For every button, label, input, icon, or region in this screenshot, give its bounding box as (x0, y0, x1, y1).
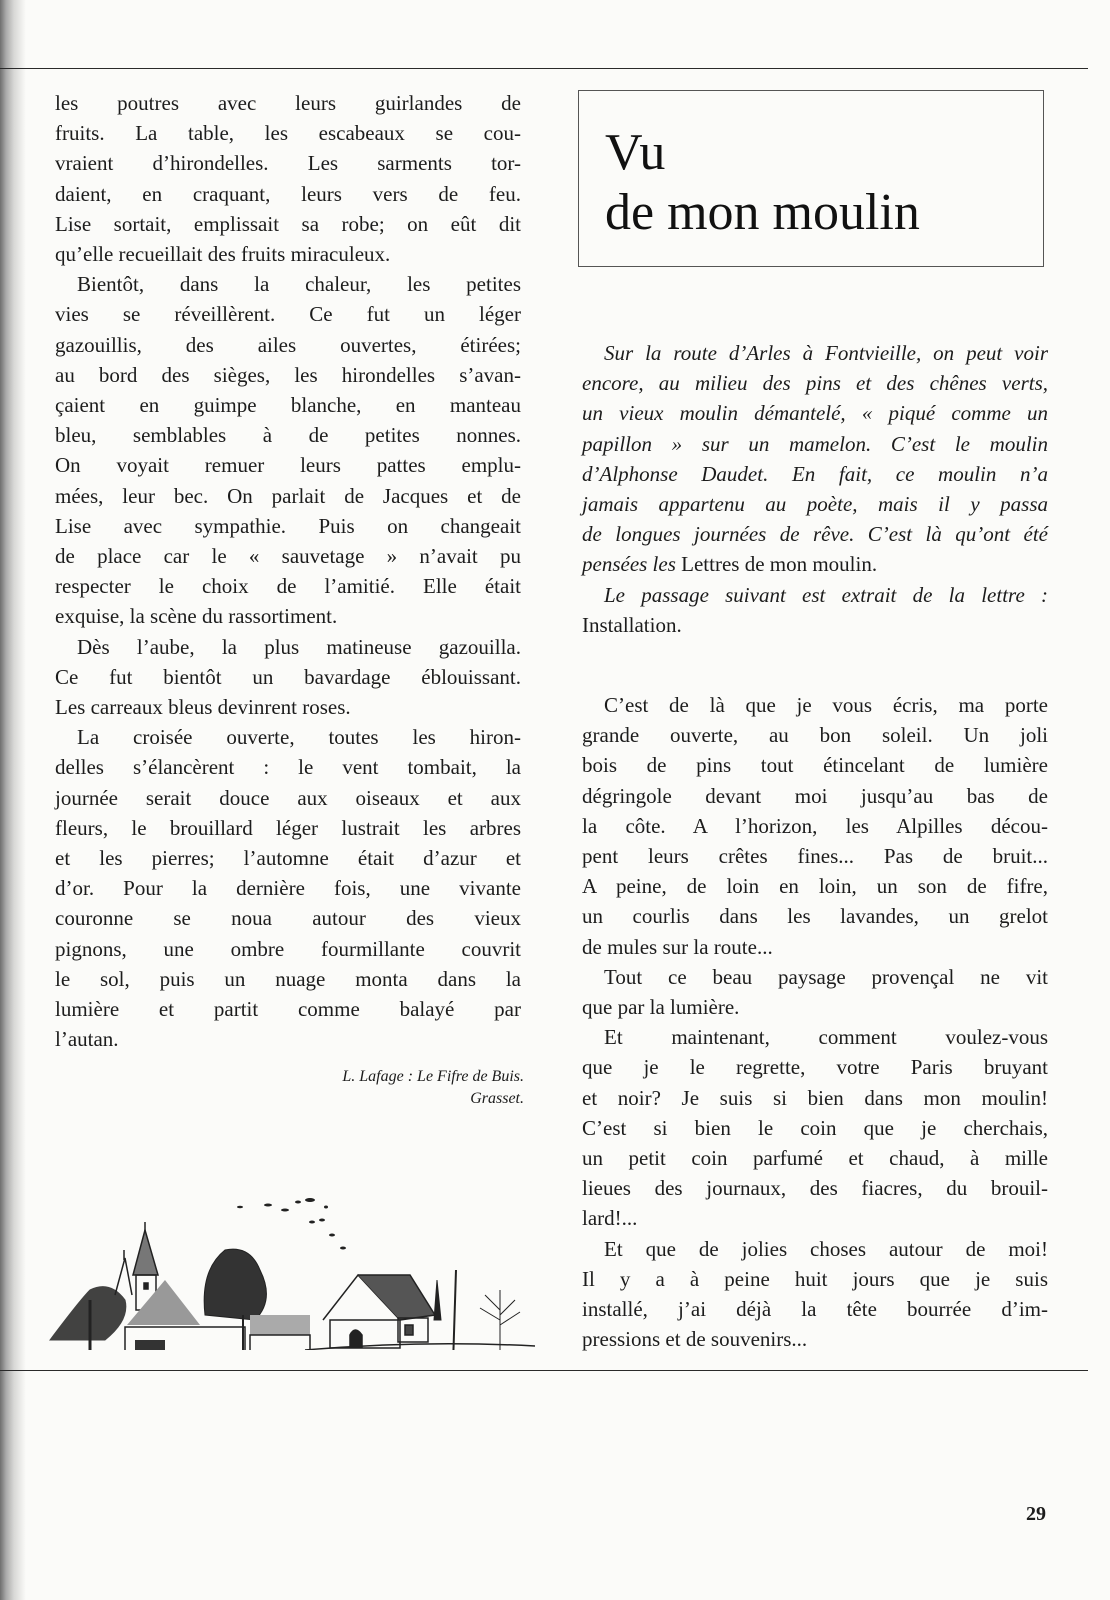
text-line: gazouillis, des ailes ouvertes, étirées; (55, 332, 521, 357)
text-line (582, 459, 1048, 489)
text-line: pent leurs crêtes fines... Pas de bruit... (582, 844, 1048, 868)
title-line-2: de mon moulin (605, 184, 920, 241)
text-line (582, 338, 1048, 368)
text-line: Dès l’aube, la plus matineuse gazouilla. (77, 634, 521, 659)
attribution-publisher: Grasset. (470, 1090, 524, 1107)
title-box (578, 90, 1044, 267)
text-segment: pensées les (582, 552, 682, 577)
text-line: mées, leur bec. On parlait de Jacques et de (55, 483, 521, 508)
roof (127, 1280, 200, 1325)
text-line: delles s’élancèrent : le vent tombait, la (55, 755, 521, 780)
house-mid (250, 1335, 310, 1350)
text-line: C’est de là que je vous écris, ma porte (604, 693, 1048, 717)
text-line: La croisée ouverte, toutes les hiron- (77, 725, 521, 750)
text-line: A peine, de loin en loin, un son de fifre, (582, 874, 1048, 899)
text-line: d’or. Pour la dernière fois, une vivante (55, 876, 521, 901)
text-line: que par la lumière. (582, 995, 740, 1019)
text-line: un petit coin parfumé et chaud, à mille (582, 1146, 1048, 1170)
title-reference: Installation. (582, 612, 682, 637)
text-line: Lise sortait, emplissait sa robe; on eût dit (55, 211, 521, 236)
text-line: vraient d’hirondelles. Les sarments tor- (55, 151, 521, 176)
text-line: dégringole devant moi jusqu’au bas de (582, 783, 1048, 808)
village-illustration (40, 1150, 540, 1350)
text-segment: Sur la route d’Arles à Fontvieille, on peut voir (604, 341, 1048, 365)
text-line: respecter le choix de l’amitié. Elle était (55, 574, 521, 599)
text-line: lard!... (582, 1206, 638, 1231)
text-line: qu’elle recueillait des fruits miraculeux. (55, 242, 391, 266)
door (135, 1340, 165, 1350)
bottom-rule (0, 1370, 1088, 1371)
text-line: fleurs, le brouillard léger lustrait les arbres (55, 815, 521, 840)
text-line: installé, j’ai déjà la tête bourrée d’im- (582, 1297, 1048, 1321)
text-line: pressions et de souvenirs... (582, 1327, 808, 1352)
text-line: çaient en guimpe blanche, en manteau (55, 393, 521, 417)
text-line: lieues des journaux, des fiacres, du brouil- (582, 1176, 1048, 1201)
cypress (434, 1280, 441, 1320)
text-line: grande ouverte, au bon soleil. Un joli (582, 723, 1048, 748)
text-line: au bord des sièges, les hirondelles s’avan- (55, 362, 521, 387)
farmhouse (323, 1275, 435, 1348)
text-line (582, 610, 1048, 640)
text-line: exquise, la scène du rassortiment. (55, 604, 338, 629)
text-line: pignons, une ombre fourmillante couvrit (55, 936, 521, 961)
text-line: que je le regrette, votre Paris bruyant (582, 1055, 1048, 1080)
text-line: Et que de jolies choses autour de moi! (604, 1236, 1048, 1261)
text-line (582, 549, 1048, 579)
text-line: de place car le « sauvetage » n’avait pu (55, 544, 521, 568)
text-line: bleu, semblables à de petites nonnes. (55, 423, 521, 448)
text-line: et les pierres; l’automne était d’azur et (55, 846, 521, 870)
text-line: Bientôt, dans la chaleur, les petites (77, 272, 521, 297)
page-binding-shadow (0, 0, 26, 1600)
birds (237, 1198, 346, 1250)
text-line: Les carreaux bleus devinrent roses. (55, 695, 351, 719)
top-rule (0, 68, 1088, 69)
text-line: vies se réveillèrent. Ce fut un léger (55, 302, 521, 327)
text-segment: de longues journées de rêve. C’est là qu’ont été (582, 522, 1048, 547)
text-line (582, 489, 1048, 519)
text-line (582, 580, 1048, 610)
title-line-1: Vu (605, 124, 666, 181)
text-line: et noir? Je suis si bien dans mon moulin! (582, 1085, 1048, 1110)
title-reference: Lettres de mon moulin. (681, 552, 878, 577)
text-line: la côte. A l’horizon, les Alpilles décou- (582, 813, 1048, 838)
pole (453, 1270, 456, 1350)
text-line: daient, en craquant, leurs vers de feu. (55, 181, 521, 206)
text-line: C’est si bien le coin que je cherchais, (582, 1115, 1048, 1140)
text-line: l’autan. (55, 1027, 119, 1052)
roof-mid (250, 1315, 310, 1335)
text-line: Tout ce beau paysage provençal ne vit (604, 964, 1048, 989)
text-segment: jamais appartenu au poète, mais il y passa (582, 492, 1048, 516)
text-line: Et maintenant, comment voulez-vous (604, 1025, 1048, 1050)
text-line (582, 429, 1048, 459)
text-line: lumière et partit comme balayé par (55, 997, 521, 1021)
text-line (582, 368, 1048, 398)
text-line: de mules sur la route... (582, 934, 773, 959)
text-line: bois de pins tout étincelant de lumière (582, 753, 1048, 778)
right-tree (480, 1290, 520, 1350)
text-segment: un vieux moulin démantelé, « piqué comme un (582, 401, 1048, 426)
text-line: journée serait douce aux oiseaux et aux (55, 785, 521, 810)
text-line: On voyait remuer leurs pattes emplu- (55, 453, 521, 478)
text-segment: encore, au milieu des pins et des chênes verts, (582, 371, 1048, 396)
text-line: fruits. La table, les escabeaux se cou- (55, 121, 521, 146)
text-line: Ce fut bientôt un bavardage éblouissant. (55, 664, 521, 689)
text-line: Il y a à peine huit jours que je suis (582, 1266, 1048, 1291)
text-line: un courlis dans les lavandes, un grelot (582, 904, 1048, 929)
left-tree (50, 1287, 126, 1350)
text-line: Lise avec sympathie. Puis on changeait (55, 513, 521, 538)
text-line: couronne se noua autour des vieux (55, 906, 521, 931)
text-line: les poutres avec leurs guirlandes de (55, 91, 521, 115)
text-line (582, 519, 1048, 549)
text-segment: Le passage suivant est extrait de la lettre : (604, 582, 1048, 607)
attribution-source: L. Lafage : Le Fifre de Buis. (342, 1068, 524, 1085)
text-line: le sol, puis un nuage monta dans la (55, 966, 521, 991)
text-segment: d’Alphonse Daudet. En fait, ce moulin n’a (582, 461, 1048, 486)
page-number: 29 (1026, 1503, 1046, 1525)
text-segment: papillon » sur un mamelon. C’est le moulin (582, 431, 1048, 456)
text-line (582, 398, 1048, 428)
